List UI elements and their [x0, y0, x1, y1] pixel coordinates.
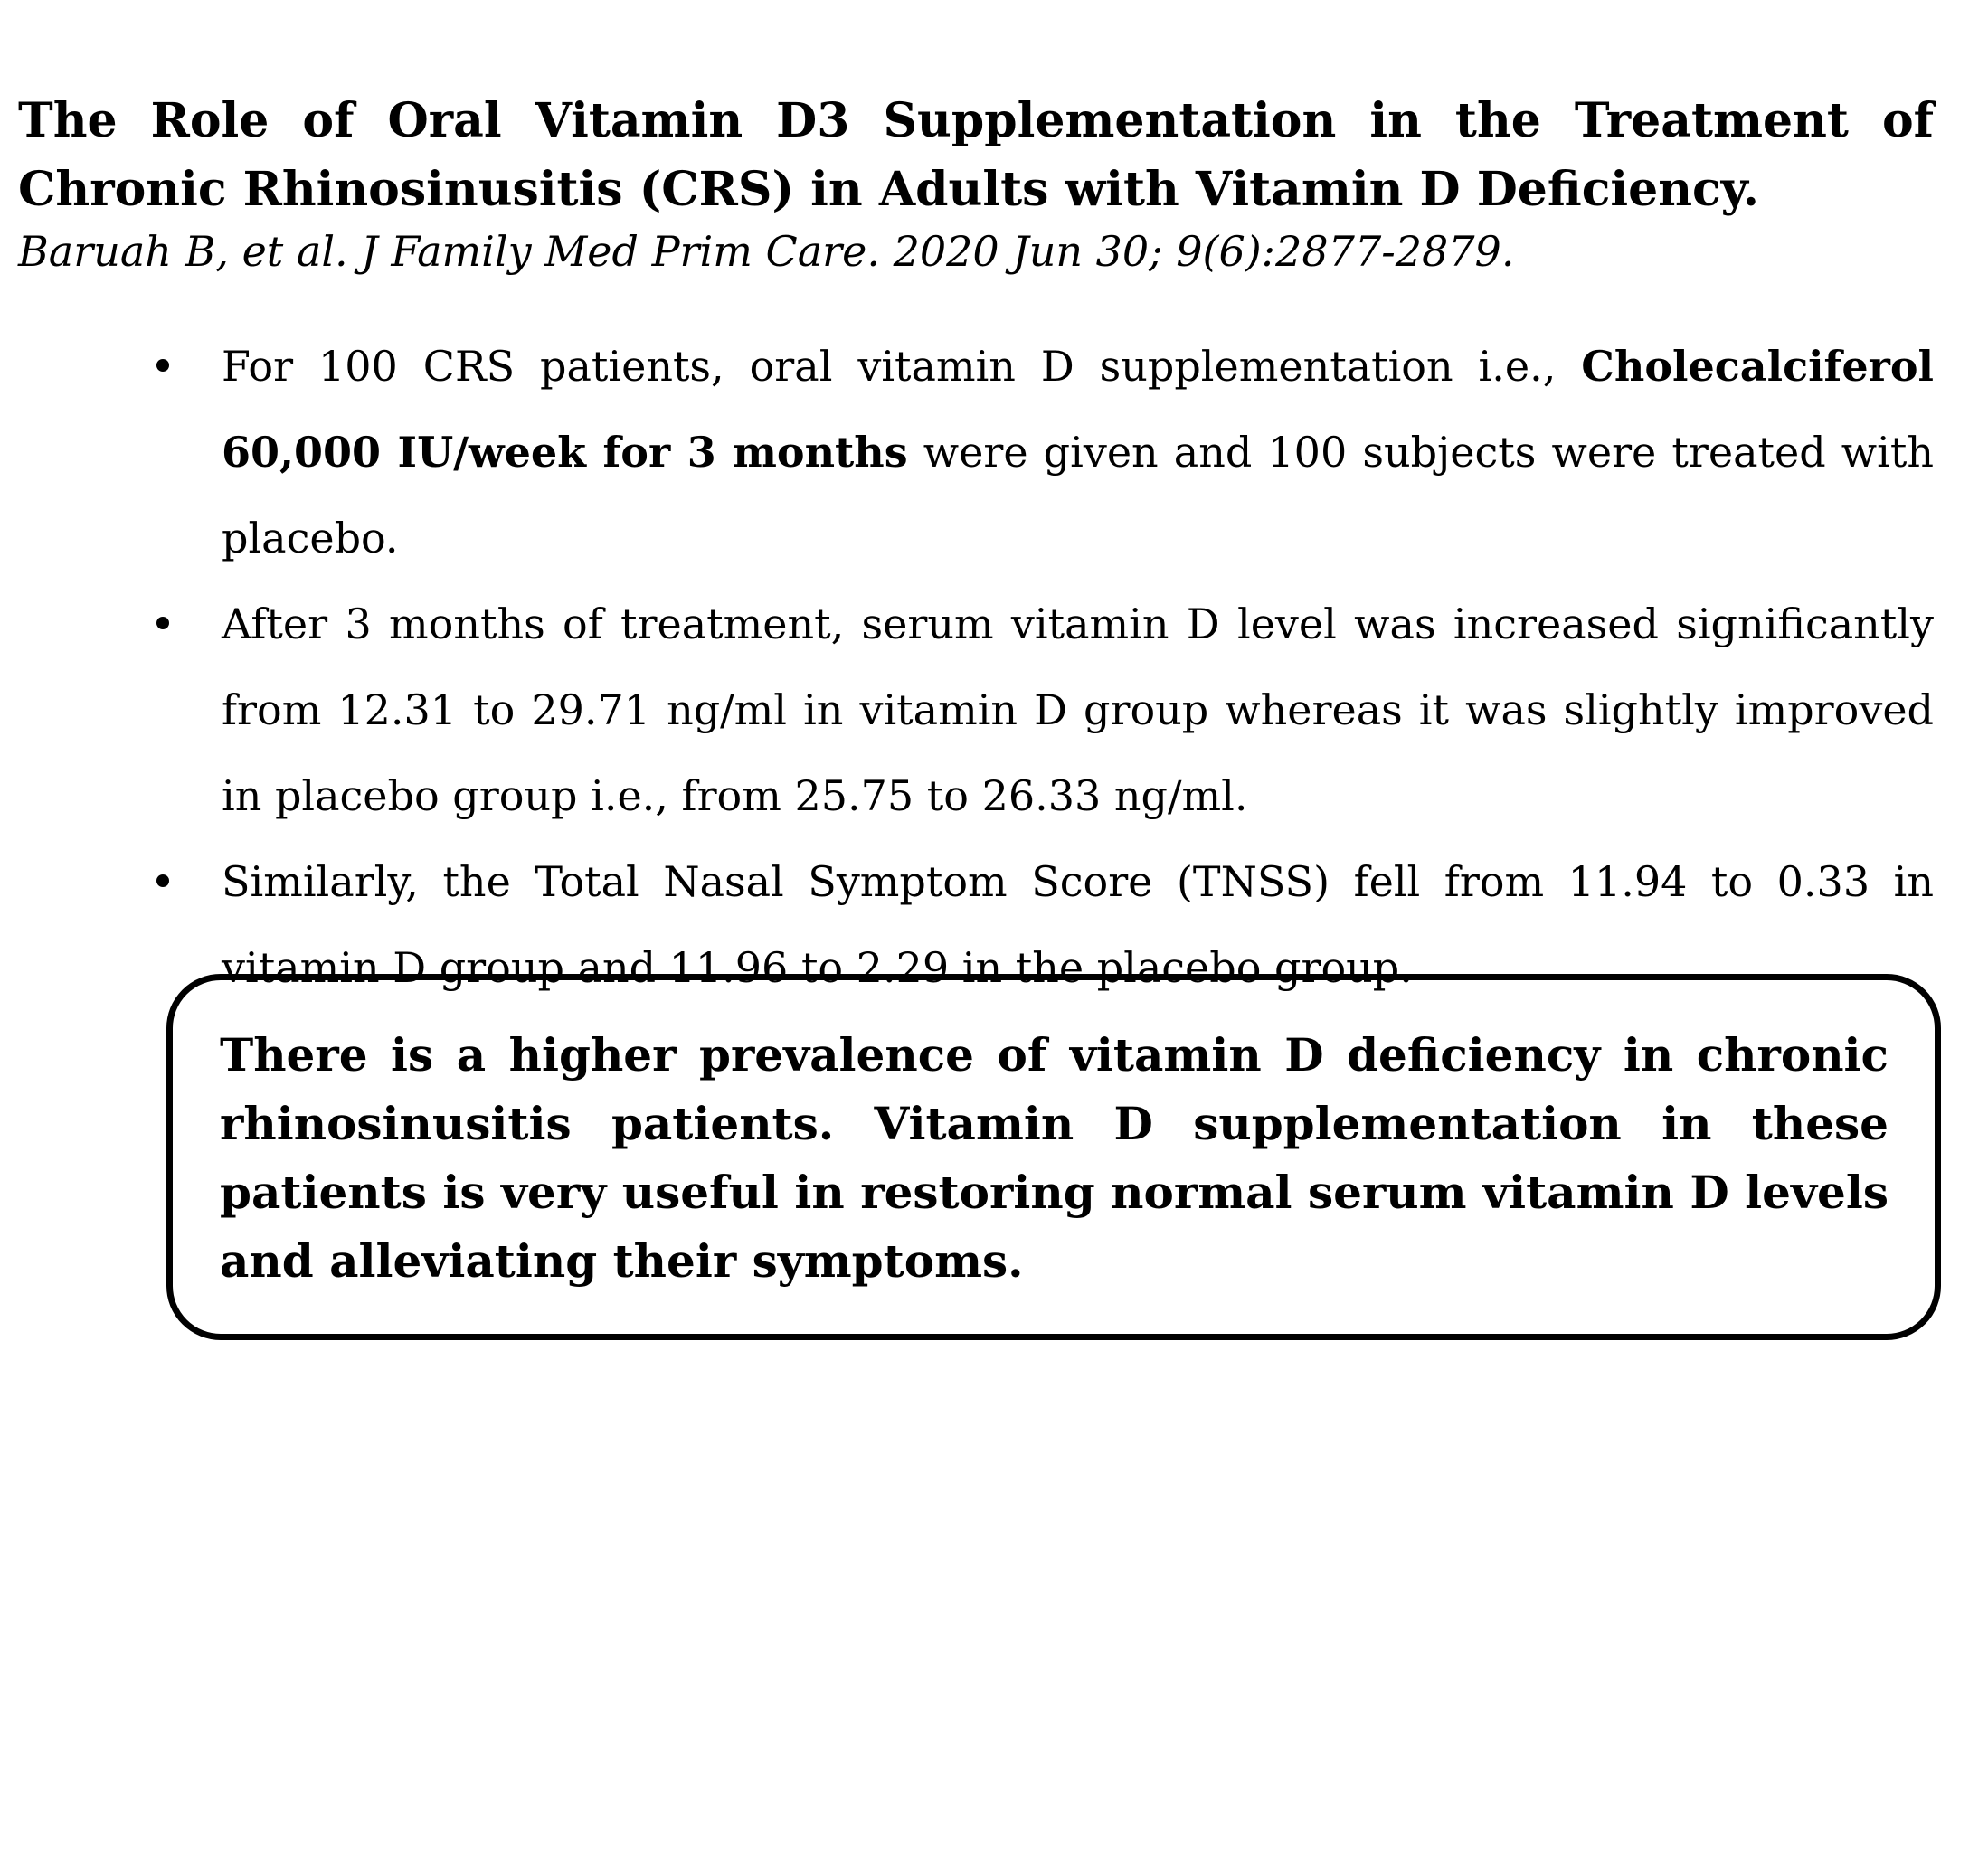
- list-item: [222, 324, 1934, 581]
- bullet-text: After 3 months of treatment, serum vitamin D level was increased significantly from 12.31 to 29.71 ng/ml in vitamin D group whereas it was slightly improved in placebo group i.e., from 25.75 to 26.33 ng/ml.: [222, 600, 1934, 820]
- bullet-text-prefix: For 100 CRS patients, oral vitamin D supplementation i.e.,: [222, 342, 1582, 391]
- bullet-icon: [156, 359, 169, 372]
- bullet-text-suffix: were given and 100 subjects were treated with placebo.: [222, 428, 1934, 562]
- dosage-highlight: Cholecalciferol 60,000 IU/week for 3 months: [222, 342, 1934, 477]
- conclusion-text: There is a higher prevalence of vitamin D deficiency in chronic rhinosinusitis patients. Vitamin D supplementation in these patients is very useful in restoring normal serum vitamin D levels and alleviating their symptoms.: [220, 1028, 1889, 1288]
- bullet-icon: [156, 617, 169, 629]
- list-item: [222, 581, 1934, 839]
- article-citation: Baruah B, et al. J Family Med Prim Care. 2020 Jun 30; 9(6):2877-2879.: [18, 227, 1515, 276]
- bullet-icon: [156, 874, 169, 887]
- findings-list: [222, 324, 1934, 1011]
- article-title: The Role of Oral Vitamin D3 Supplementation in the Treatment of Chronic Rhinosinusitis (CRS) in Adults with Vitamin D Deficiency.: [18, 93, 1934, 217]
- bullet-text: Similarly, the Total Nasal Symptom Score (TNSS) fell from 11.94 to 0.33 in vitamin D group and 11.96 to 2.29 in the placebo group.: [222, 857, 1934, 992]
